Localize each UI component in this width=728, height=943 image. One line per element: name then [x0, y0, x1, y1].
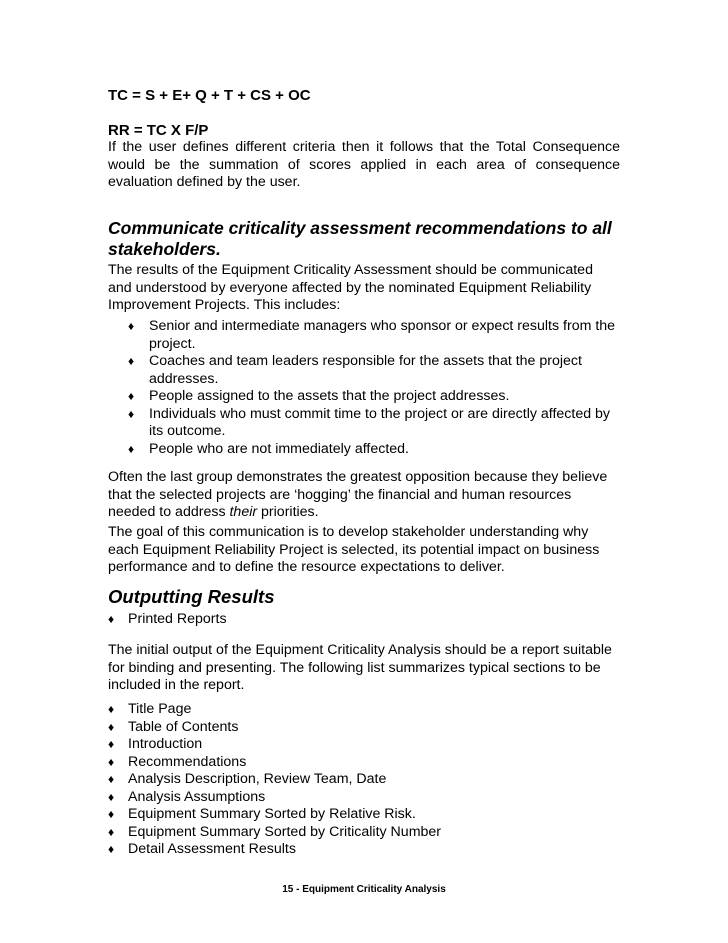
diamond-bullet-icon: ♦ [128, 354, 135, 368]
diamond-bullet-icon: ♦ [108, 702, 115, 716]
diamond-bullet-icon: ♦ [108, 719, 115, 734]
list-item [108, 789, 620, 807]
list-item [108, 806, 620, 824]
list-item-text: Analysis Assumptions [128, 788, 266, 805]
section-heading-communicate: Communicate criticality assessment recommendations to all stakeholders. [108, 218, 612, 259]
diamond-bullet-icon: ♦ [108, 754, 115, 769]
list-item-text: Coaches and team leaders responsible for the assets that the project addresses. [149, 353, 582, 387]
list-item [128, 441, 624, 459]
list-item [128, 388, 624, 406]
diamond-bullet-icon: ♦ [128, 389, 135, 403]
list-item [108, 719, 620, 737]
intro-paragraph: If the user defines different criteria then it follows that the Total Consequence would be the summation of scores applied in each area of consequence evaluation defined by the user. [108, 139, 620, 191]
diamond-bullet-icon: ♦ [128, 441, 135, 456]
list-item-text: Title Page [128, 701, 192, 717]
section-heading-output: Outputting Results [108, 586, 275, 607]
list-item-text: Recommendations [128, 753, 247, 770]
list-item-text: Introduction [128, 736, 203, 752]
diamond-bullet-icon: ♦ [108, 789, 115, 804]
list-item-text: Equipment Summary Sorted by Relative Risk. [128, 806, 416, 822]
diamond-bullet-icon: ♦ [108, 824, 115, 839]
list-item [128, 406, 624, 441]
diamond-bullet-icon: ♦ [108, 842, 115, 856]
opposition-text-start: Often the last group demonstrates the greatest opposition because they believe that the selected projects are ‘hogging’ the financial and human resources needed to address [108, 469, 608, 521]
opposition-emphasis: their [229, 504, 258, 521]
list-item-text: Printed Reports [128, 611, 227, 627]
output-paragraph: The initial output of the Equipment Criticality Analysis should be a report suitable for binding and presenting. The following list summarizes typical sections to be included in the report. [108, 642, 612, 694]
formula-tc: TC = S + E+ Q + T + CS + OC [108, 87, 311, 104]
diamond-bullet-icon: ♦ [108, 772, 115, 786]
list-item-text: Senior and intermediate managers who sponsor or expect results from the project. [149, 318, 616, 352]
goal-paragraph: The goal of this communication is to develop stakeholder understanding why each Equipment Reliability Project is selected, its potential impact on business performance and to define the resource expectations to deliver. [108, 524, 600, 576]
diamond-bullet-icon: ♦ [108, 807, 115, 821]
opposition-paragraph [108, 469, 620, 522]
list-item [108, 771, 620, 789]
report-sections-list [108, 701, 620, 859]
list-item-text: Equipment Summary Sorted by Criticality Number [128, 823, 442, 840]
communicate-paragraph: The results of the Equipment Criticality Assessment should be communicated and understood by everyone affected by the nominated Equipment Reliability Improvement Projects. This includes: [108, 262, 593, 314]
page-footer: 15 - Equipment Criticality Analysis [282, 884, 446, 895]
diamond-bullet-icon: ♦ [128, 406, 135, 421]
list-item-text: People assigned to the assets that the project addresses. [149, 388, 510, 404]
list-item [108, 736, 620, 754]
opposition-text-end: priorities. [257, 504, 319, 521]
formula-rr: RR = TC X F/P [108, 122, 209, 139]
list-item-text: People who are not immediately affected. [149, 440, 409, 457]
list-item-text: Analysis Description, Review Team, Date [128, 771, 387, 787]
list-item [108, 611, 620, 629]
list-item [128, 318, 624, 353]
diamond-bullet-icon: ♦ [128, 319, 135, 333]
list-item-text: Table of Contents [128, 718, 239, 735]
list-item [108, 754, 620, 772]
list-item-text: Detail Assessment Results [128, 841, 296, 857]
list-item [108, 841, 620, 859]
list-item [108, 824, 620, 842]
diamond-bullet-icon: ♦ [108, 612, 115, 626]
diamond-bullet-icon: ♦ [108, 737, 115, 751]
list-item [108, 701, 620, 719]
stakeholder-list [128, 318, 624, 458]
list-item-text: Individuals who must commit time to the project or are directly affected by its outcome. [149, 405, 611, 439]
list-item [128, 353, 624, 388]
output-type-list [108, 611, 620, 629]
